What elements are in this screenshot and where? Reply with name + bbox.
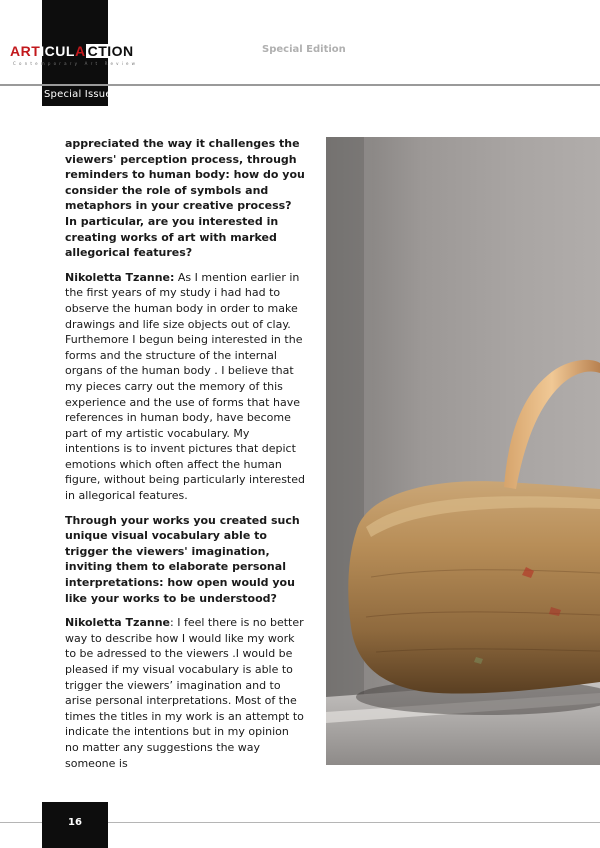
logo-part-a: A [74, 43, 86, 59]
magazine-logo [10, 44, 136, 58]
interview-question: Through your works you created such unique visual vocabulary able to trigger the viewers' imagination, inviting them to elaborate personal interpretations: how open would you like your works to be understood? [65, 513, 300, 605]
speaker-name: Nikoletta Tzanne [65, 616, 171, 630]
logo-part-ction: CTION [87, 43, 134, 59]
logo-part-art: ART [10, 43, 41, 59]
page-number: 16 [68, 817, 82, 828]
answer-text: : I feel there is no better way to describe how I would like my work to be adressed to the viewers .I would be pleased if my visual vocabulary is able to trigger the viewers’ imagination and to arise personal interpretations. Most of the times the titles in my work is an attempt to indicate the intentions but in my opinion no matter any suggestions the way someone is [65, 616, 304, 770]
logo-part-icul: ICUL [40, 43, 75, 59]
interview-answer [65, 270, 305, 504]
interview-question: appreciated the way it challenges the viewers' perception process, through reminders to human body: how do you consider the role of symbols and metaphors in your creative process? In particular, are you interested in creating works of art with marked allegorical features? [65, 137, 305, 260]
logo-tagline: Contemporary Art Review [13, 61, 139, 66]
sculpture-photo [326, 137, 600, 765]
edition-label: Special Edition [262, 44, 346, 55]
header-rule [0, 84, 600, 86]
section-tab: Special Issue [44, 89, 112, 100]
speaker-name: Nikoletta Tzanne: [65, 270, 175, 284]
interview-answer [65, 615, 305, 771]
answer-text: As I mention earlier in the first years of my study i had had to observe the human body in order to make drawings and life size objects out of clay. Furthemore I begun being interested in the forms and the structure of the internal organs of the human body . I believe that my pieces carry out the memory of this experience and the use of forms that have references in human body, have become part of my artistic vocabulary. My intentions is to invent pictures that depict emotions which often affect the human figure, without being particularly interested in allegorical features. [65, 270, 305, 503]
article-body [65, 136, 305, 780]
photo-wall-shadow [326, 137, 364, 765]
photo-wall-highlight [364, 137, 372, 765]
